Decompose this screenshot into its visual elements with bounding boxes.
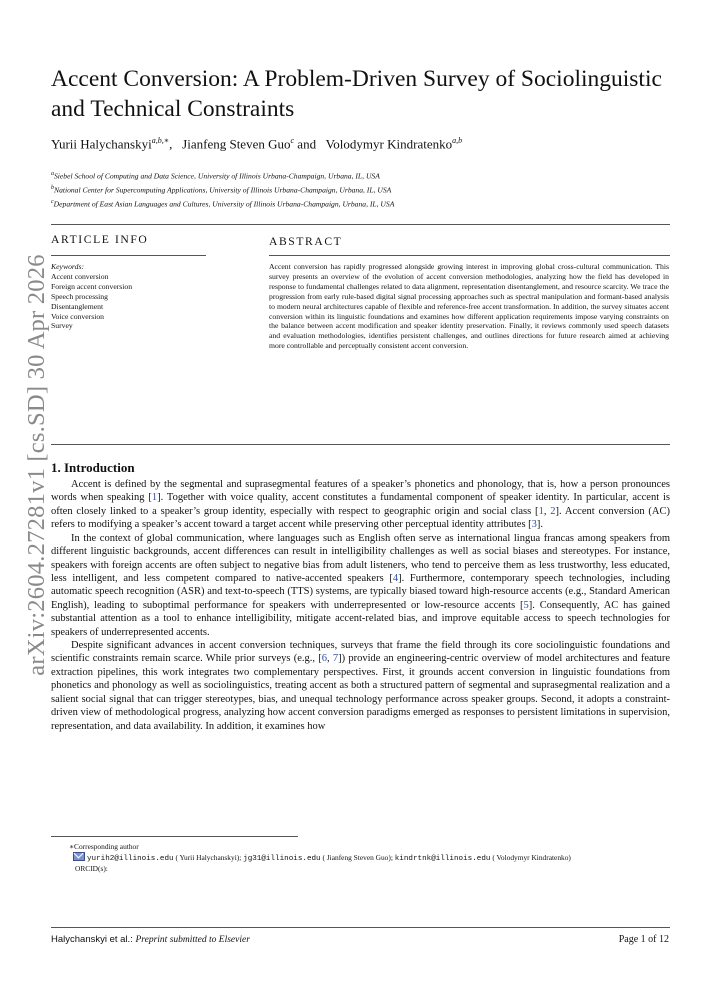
paragraph-text: ]. Together with voice quality, accent constitutes a fundamental component of speaker identity. In particular, accent is often closely linked to a speaker’s group identity, especially with respect to geographic origin and social class [ (51, 492, 671, 517)
paragraph (51, 532, 670, 639)
arxiv-sidebar (22, 240, 52, 690)
author-separator: and (294, 136, 326, 152)
paragraph (51, 639, 670, 733)
paragraph-text: ]. (536, 519, 544, 531)
affiliation-mark: c (51, 199, 54, 205)
email-link[interactable]: kindrtnk@illinois.edu (394, 855, 491, 863)
section-heading: 1. Introduction (51, 460, 135, 475)
paragraph-text: , (327, 653, 333, 665)
author-name: Jianfeng Steven Guo (182, 136, 291, 152)
footer-note: Preprint submitted to Elsevier (135, 935, 250, 945)
citation-link[interactable]: 7 (332, 653, 339, 665)
email-link[interactable]: jg31@illinois.edu (243, 855, 321, 863)
paragraph-text: ]) provide an engineering-centric overview of model architectures and feature extraction pipelines, this work integrates two complementary perspectives. First, it grounds accent conversion in linguistic foundations from phonetics and phonology as well as sociolinguistics, treating accent as both a structured pattern of segmental and suprasegmental realization and a salient social signal that can trigger stereotypes, bias, and unequal technology performance across speaker groups. Second, it adopts a constraint-driven view of methodological progress, analyzing how accent conversion paradigms emerged as responses to persistent limitations in supervision, representation, and data availability. In addition, it examines how (51, 653, 671, 732)
author-separator: , (169, 136, 183, 152)
affiliation (51, 199, 394, 209)
footnote-divider (51, 836, 298, 837)
paragraph-text: Accent is defined by the segmental and suprasegmental features of a speaker’s phonetics and phonology, that is, how a person pronounces words when speaking [ (51, 479, 670, 504)
paragraph-text: In the context of global communication, where languages such as English often serve as international lingua francas among speakers from different linguistic backgrounds, accent differences can result in intelligibility challenges as well as social biases and stereotypes. For instance, speakers with foreign accents are often subject to negative bias from adult listeners, who tend to perceive them as less trustworthy, less educated, less intelligent, and less competent compared to native-accented speakers [ (51, 532, 670, 584)
paper-title: Accent Conversion: A Problem-Driven Survey of Sociolinguistic and Technical Constraints (51, 66, 662, 122)
article-info-heading: ARTICLE INFO (51, 233, 149, 246)
paragraph-text: , (543, 505, 551, 517)
envelope-icon (73, 852, 85, 861)
author-name: Yurii Halychanskyi (51, 136, 152, 152)
header-divider (51, 224, 670, 225)
page-number: Page 1 of 12 (618, 934, 669, 945)
footnote (51, 842, 681, 874)
citation-link[interactable]: 1 (538, 505, 544, 517)
paragraph-text: ]. Accent conversion (AC) refers to modifying a speaker’s accent toward a target accent while preserving other perceptual identity attributes [ (51, 505, 671, 531)
email-link[interactable]: yurih2@illinois.edu (87, 855, 174, 863)
keyword: Survey (51, 321, 73, 331)
article-info-divider (51, 255, 206, 256)
paragraph-text: ]. Consequently, AC has gained substantial attention as a tool to enhance intelligibility, mitigate accent-related bias, and improve equitable access to speech technologies for speakers of underrepresented accents. (51, 599, 670, 638)
abstract-heading: ABSTRACT (269, 235, 343, 248)
abstract-text: Accent conversion has rapidly progressed alongside growing interest in improving global cross-cultural communication. This survey presents an overview of the evolution of accent conversion methodologies, analyzing how the field has developed in response to fundamental challenges related to data alignment, representation disentanglement, and resource scarcity. We trace the progression from early rule-based digital signal processing approaches such as spectral manipulation and formant-based analysis to modern neural architectures capable of flexible and reference-free accent transformation. In addition, the survey situates accent conversion within its linguistic foundations and examines how different application requirements impose varying constraints on the balance between accent modification and speaker identity preservation. Finally, it reviews commonly used speech datasets and evaluation methodologies, identifies persistent challenges, and outlines directions for future research aimed at achieving more controllable and perceptually consistent accent conversion. (269, 262, 669, 351)
introduction-body (51, 478, 670, 733)
abstract-divider (269, 255, 670, 256)
keyword: Foreign accent conversion (51, 281, 133, 291)
keyword: Speech processing (51, 291, 108, 301)
arxiv-identifier: arXiv:2604.27281v1 [cs.SD] 30 Apr 2026 (23, 254, 50, 676)
affiliation-text: Department of East Asian Languages and Cultures, University of Illinois Urbana-Champaign, Urbana, IL, USA (53, 199, 395, 209)
running-footer (51, 934, 250, 945)
keyword: Disentanglement (51, 301, 104, 311)
affiliation-text: National Center for Supercomputing Applications, University of Illinois Urbana-Champaign, Urbana, IL, USA (54, 185, 392, 195)
keywords-label: Keywords: (51, 262, 85, 271)
author-name: Volodymyr Kindratenko (325, 136, 453, 152)
citation-link[interactable]: 2 (550, 505, 556, 517)
citation-link[interactable]: 3 (531, 519, 537, 531)
citation-link[interactable]: 1 (151, 492, 158, 504)
citation-link[interactable]: 6 (321, 653, 327, 665)
abstract-bottom-divider (51, 444, 670, 445)
footer-author: Halychanskyi et al.: (51, 934, 133, 945)
keywords-block (51, 262, 132, 331)
keyword: Accent conversion (51, 271, 109, 281)
contact-name: ( Jianfeng Steven Guo); (322, 853, 393, 862)
author-marks: c (290, 136, 295, 145)
paragraph-text: Despite significant advances in accent conversion techniques, surveys that frame the field through its core sociolinguistic foundations and scientific constraints remain scarce. While prior surveys (e.g., [ (51, 640, 670, 665)
keyword: Voice conversion (51, 311, 105, 321)
paragraph (51, 478, 670, 532)
contact-line (51, 852, 681, 864)
author-list (51, 136, 462, 152)
affiliation-mark: b (51, 185, 54, 191)
contact-name: ( Yurii Halychanskyi); (175, 853, 242, 862)
paragraph-text: ]. Furthermore, contemporary speech technologies, including automatic speech recognition (ASR) and text-to-speech (TTS) systems, are typically biased toward high-resource accents (e.g., Standard American English), leading to suboptimal performance for speakers with underrepresented or low-resource accents [ (51, 572, 670, 611)
citation-link[interactable]: 5 (523, 599, 529, 611)
affiliation-text: Siebel School of Computing and Data Science, University of Illinois Urbana-Champaign, Urbana, IL, USA (54, 171, 380, 181)
affiliation (51, 185, 391, 195)
affiliation-mark: a (51, 171, 54, 177)
contact-name: ( Volodymyr Kindratenko) (492, 853, 571, 862)
corresponding-author-note: ∗Corresponding author (69, 842, 139, 851)
author-marks: a,b (452, 136, 463, 145)
author-marks: a,b,∗ (151, 136, 170, 145)
affiliation (51, 171, 380, 181)
orcid-note: ORCID(s): (75, 864, 108, 873)
citation-link[interactable]: 4 (392, 572, 399, 584)
footer-divider (51, 927, 670, 928)
